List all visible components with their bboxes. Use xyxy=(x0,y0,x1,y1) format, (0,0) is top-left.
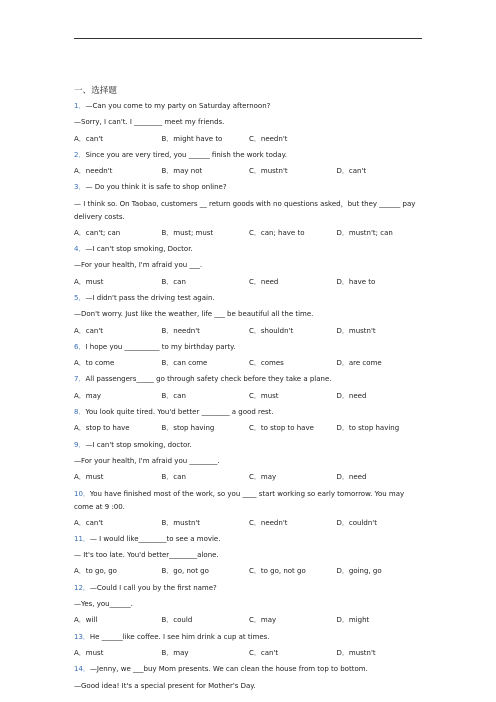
question-number: 14． xyxy=(74,665,90,674)
question-stem xyxy=(74,629,424,645)
question-stem xyxy=(74,404,424,420)
option-b: B．can xyxy=(161,391,186,400)
option-d: D．mustn't xyxy=(336,326,376,335)
option-b: B．mustn't xyxy=(161,518,201,527)
line-text: You have finished most of the work, so you ____ start working so early tomorrow. You may come at 9 :00. xyxy=(74,489,405,511)
options-row xyxy=(74,469,424,485)
question-stem xyxy=(74,371,424,387)
dialogue-line xyxy=(74,678,424,694)
question-number: 7． xyxy=(74,375,86,384)
options-row xyxy=(74,420,424,436)
option-d: D．couldn't xyxy=(336,518,377,527)
option-a: A．can't xyxy=(74,134,104,143)
options-row xyxy=(74,274,424,290)
option-b: B．might have to xyxy=(161,134,223,143)
question-stem xyxy=(74,147,424,163)
question-stem xyxy=(74,437,424,453)
question-number: 10． xyxy=(74,489,90,498)
option-c: C．may xyxy=(249,616,277,625)
question-stem xyxy=(74,339,424,355)
line-text: —Can you come to my party on Saturday afternoon? xyxy=(85,102,271,110)
option-c: C．can't xyxy=(249,648,279,657)
options-row xyxy=(74,323,424,339)
option-c: C．needn't xyxy=(249,518,288,527)
option-c: C．needn't xyxy=(249,134,288,143)
options-row xyxy=(74,163,424,179)
option-b: B．stop having xyxy=(161,424,215,433)
dialogue-line xyxy=(74,196,424,225)
question-number: 6． xyxy=(74,342,86,351)
options-row xyxy=(74,563,424,579)
line-text: I hope you __________ to my birthday party. xyxy=(85,342,236,351)
options-row xyxy=(74,355,424,371)
line-text: —Yes, you______. xyxy=(74,600,133,609)
option-d: D．can't xyxy=(336,167,367,176)
option-c: C．must xyxy=(249,391,279,400)
options-row xyxy=(74,612,424,628)
question-stem xyxy=(74,98,424,114)
option-c: C．to go, not go xyxy=(249,567,306,576)
line-text: —I can't stop smoking, Doctor. xyxy=(85,245,193,254)
question-number: 4． xyxy=(74,245,86,254)
question-number: 11． xyxy=(74,534,90,543)
question-number: 1． xyxy=(74,102,86,110)
line-text: — It's too late. You'd better________alone. xyxy=(74,551,219,560)
question-stem xyxy=(74,290,424,306)
line-text: —For your health, I'm afraid you ________. xyxy=(74,456,220,465)
line-text: —Jenny, we ___buy Mom presents. We can clean the house from top to bottom. xyxy=(89,665,368,674)
question-number: 9． xyxy=(74,440,86,449)
dialogue-line xyxy=(74,453,424,469)
option-d: D．have to xyxy=(336,277,376,286)
option-a: A．needn't xyxy=(74,167,113,176)
question-number: 8． xyxy=(74,408,86,417)
option-c: C．need xyxy=(249,277,279,286)
option-a: A．can't xyxy=(74,326,104,335)
option-b: B．needn't xyxy=(161,326,200,335)
question-number: 12． xyxy=(74,583,90,592)
option-b: B．could xyxy=(161,616,193,625)
option-b: B．go, not go xyxy=(161,567,209,576)
option-d: D．are come xyxy=(336,359,382,368)
question-stem xyxy=(74,179,424,195)
option-b: B．may xyxy=(161,648,189,657)
dialogue-line xyxy=(74,257,424,273)
header-rule xyxy=(74,38,422,39)
question-number: 5． xyxy=(74,293,86,302)
option-a: A．can't xyxy=(74,518,104,527)
question-stem xyxy=(74,241,424,257)
option-d: D．need xyxy=(336,391,367,400)
option-a: A．must xyxy=(74,648,104,657)
option-d: D．going, go xyxy=(336,567,382,576)
line-text: —Could I call you by the first name? xyxy=(89,583,217,592)
option-c: C．shouldn't xyxy=(249,326,294,335)
line-text: —Sorry, I can't. I ________ meet my friends. xyxy=(74,118,225,127)
line-text: Since you are very tired, you ______ finish the work today. xyxy=(85,150,288,159)
option-b: B．may not xyxy=(161,167,203,176)
question-number: 2． xyxy=(74,150,86,159)
option-a: A．to go, go xyxy=(74,567,117,576)
options-row xyxy=(74,388,424,404)
option-c: C．to stop to have xyxy=(249,424,314,433)
dialogue-line xyxy=(74,596,424,612)
line-text: You look quite tired. You'd better ________ a good rest. xyxy=(85,408,274,417)
dialogue-line xyxy=(74,306,424,322)
option-d: D．to stop having xyxy=(336,424,400,433)
option-a: A．can't; can xyxy=(74,228,121,237)
option-c: C．comes xyxy=(249,359,284,368)
option-d: D．mustn't xyxy=(336,648,376,657)
line-text: — Do you think it is safe to shop online? xyxy=(85,183,227,192)
option-a: A．will xyxy=(74,616,98,625)
section-title: 一、选择题 xyxy=(74,86,117,96)
line-text: —I didn't pass the driving test again. xyxy=(85,293,215,302)
line-text: —For your health, I'm afraid you ___. xyxy=(74,261,203,270)
option-a: A．must xyxy=(74,277,104,286)
question-list xyxy=(74,98,424,694)
option-d: D．might xyxy=(336,616,370,625)
question-number: 13． xyxy=(74,632,90,641)
line-text: — I think so. On Taobao, customers __ return goods with no questions asked，but they ______ pay delivery costs. xyxy=(74,199,416,221)
option-c: C．mustn't xyxy=(249,167,288,176)
question-stem xyxy=(74,580,424,596)
option-d: D．need xyxy=(336,473,367,482)
option-a: A．must xyxy=(74,473,104,482)
options-row xyxy=(74,645,424,661)
question-stem xyxy=(74,486,424,515)
option-c: C．can; have to xyxy=(249,228,305,237)
question-number: 3． xyxy=(74,183,86,192)
options-row xyxy=(74,515,424,531)
line-text: —I can't stop smoking, doctor. xyxy=(85,440,192,449)
line-text: —Good idea! It's a special present for Mother's Day. xyxy=(74,681,256,690)
question-stem xyxy=(74,661,424,677)
option-b: B．can xyxy=(161,473,186,482)
line-text: All passengers_____ go through safety check before they take a plane. xyxy=(85,375,332,384)
option-c: C．may xyxy=(249,473,277,482)
question-stem xyxy=(74,531,424,547)
option-b: B．can xyxy=(161,277,186,286)
line-text: He ______like coffee. I see him drink a cup at times. xyxy=(89,632,270,641)
options-row xyxy=(74,225,424,241)
option-b: B．can come xyxy=(161,359,208,368)
line-text: — I would like________to see a movie. xyxy=(89,534,221,543)
dialogue-line xyxy=(74,114,424,130)
option-a: A．to come xyxy=(74,359,115,368)
option-b: B．must; must xyxy=(161,228,214,237)
option-a: A．stop to have xyxy=(74,424,130,433)
options-row xyxy=(74,131,424,147)
option-a: A．may xyxy=(74,391,102,400)
dialogue-line xyxy=(74,547,424,563)
option-d: D．mustn't; can xyxy=(336,228,393,237)
line-text: —Don't worry. Just like the weather, life ___ be beautiful all the time. xyxy=(74,310,314,319)
